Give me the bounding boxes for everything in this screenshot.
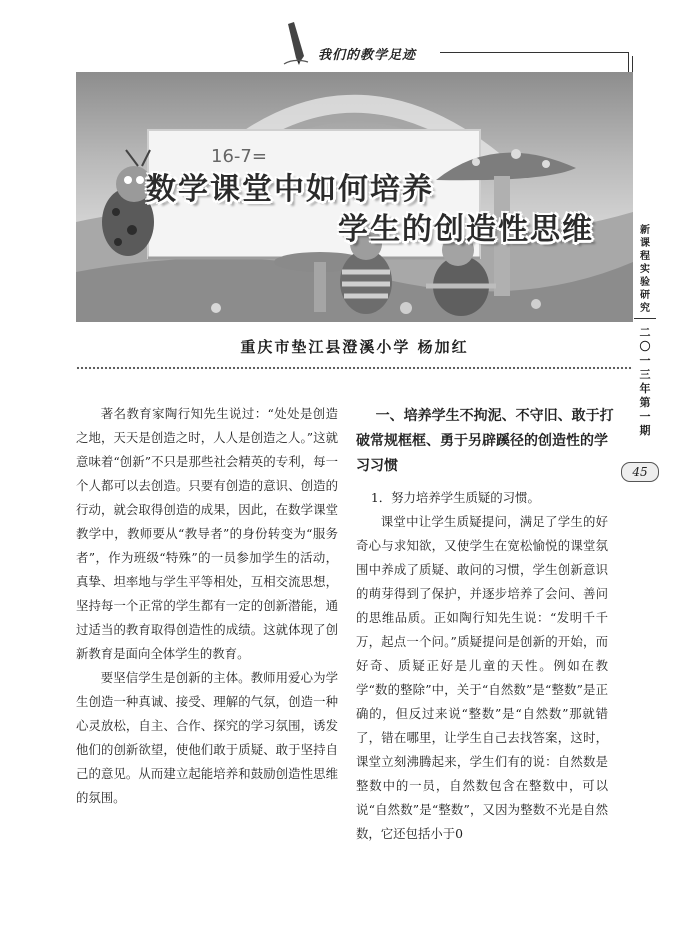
body-paragraph: 课堂中让学生质疑提问，满足了学生的好奇心与求知欲，又使学生在宽松愉悦的课堂氛围中养成了质疑、敢问的习惯，学生创新意识的萌芽得到了保护，并逐步培养了会问、善问的思维品质。正如陶行知先生说：“发明千千万，起点一个问。”质疑提问是创新的开始，而好奇、质疑正好是儿童的天性。例如在教学“数的整除”中，关于“自然数”是“整数”是正确的，但反过来说“整数”是“自然数”那就错了，错在哪里，让学生自己去找答案，这时，课堂立刻沸腾起来，学生们有的说：自然数是整数中的一员，自然数包含在整数中，可以说“自然数”是“整数”，又因为整数不光是自然数，它还包括小于0 (356, 514, 608, 841)
list-item: 1．努力培养学生质疑的习惯。 (370, 490, 540, 505)
header-rule (440, 52, 628, 53)
section-heading: 一、培养学生不拘泥、不守旧、敢于打破常规框框、勇于另辟蹊径的创造性的学习习惯 (356, 408, 614, 474)
header-rule-vertical (628, 52, 629, 72)
article-title-line1: 数学课堂中如何培养 (146, 172, 434, 207)
header-rule-vertical-inner (632, 56, 633, 72)
right-column (356, 486, 608, 846)
dotted-divider (76, 366, 633, 370)
journal-name: 新课程实验研究 (640, 225, 650, 314)
section-title: 我们的教学足迹 (318, 48, 417, 63)
pen-icon (282, 22, 310, 66)
issue-label: 二〇一三年第一期 (639, 326, 651, 437)
side-divider (634, 318, 656, 319)
page-number: 45 (621, 462, 659, 482)
author-line: 重庆市垫江县澄溪小学 杨加红 (240, 338, 469, 356)
banner-illustration (76, 72, 633, 322)
article-title-line2: 学生的创造性思维 (338, 212, 594, 247)
body-paragraph: 要坚信学生是创新的主体。教师用爱心为学生创造一种真诚、接受、理解的气氛，创造一种心灵放松，自主、合作、探究的学习氛围，诱发他们的创新欲望，使他们敢于质疑、敢于坚持自己的意见。从而建立起能培养和鼓励创造性思维的氛围。 (76, 670, 338, 805)
board-text: 16-7= (211, 146, 267, 167)
body-paragraph: 著名教育家陶行知先生说过：“处处是创造之地，天天是创造之时，人人是创造之人。”这就意味着“创新”不只是那些社会精英的专利，每一个人都可以去创造。只要有创造的意识、创造的行动，就会取得创造的成果，因此，在数学课堂教学中，教师要从“教导者”的身份转变为“服务者”，作为班级“特殊”的一员参加学生的活动，真挚、坦率地与学生平等相处，互相交流思想，坚持每一个正常的学生都有一定的创新潜能，通过适当的教育取得创造性的成绩。这就体现了创新教育是面向全体学生的教育。 (76, 406, 338, 661)
left-column (76, 402, 338, 810)
